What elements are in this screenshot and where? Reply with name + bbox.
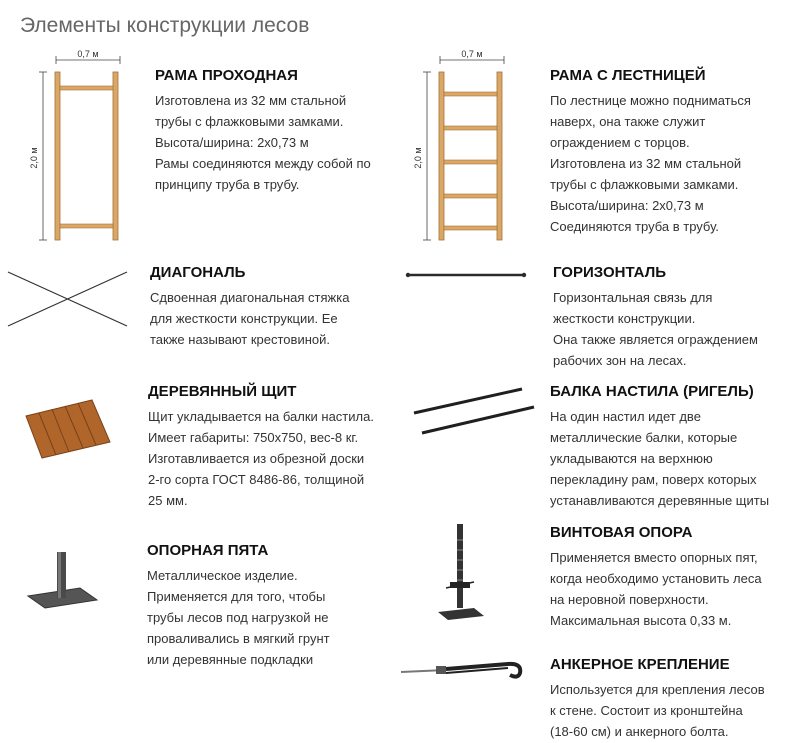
item-line: Максимальная высота 0,33 м.	[550, 613, 732, 628]
item-wooden-deck	[148, 383, 374, 511]
item-line: на неровной поверхности.	[550, 592, 709, 607]
item-line: Рамы соединяются между собой по	[155, 156, 371, 171]
anchor-illustration	[398, 655, 528, 685]
item-frame-passage	[155, 67, 371, 195]
item-body	[155, 90, 371, 195]
item-body	[150, 287, 349, 350]
item-line: наверх, она также служит	[550, 114, 706, 129]
item-line: ограждением с торцов.	[550, 135, 690, 150]
item-body	[550, 406, 769, 511]
item-body	[147, 565, 330, 670]
screw-jack-illustration	[430, 520, 490, 624]
horizontal-illustration	[404, 268, 528, 282]
item-line: к стене. Состоит из кронштейна	[550, 703, 743, 718]
item-line: устанавливаются деревянные щиты	[550, 493, 770, 508]
item-line: Металлическое изделие.	[147, 568, 298, 583]
item-line: или деревянные подкладки	[147, 652, 314, 667]
item-title: ОПОРНАЯ ПЯТА	[147, 542, 269, 559]
height-dimension-label: 2,0 м	[29, 147, 39, 169]
item-screw-jack	[550, 524, 762, 631]
item-frame-ladder	[550, 67, 751, 237]
width-dimension-label: 0,7 м	[461, 50, 483, 59]
item-line: принципу труба в трубу.	[155, 177, 300, 192]
item-line: для жесткости конструкции. Ее	[150, 311, 338, 326]
height-dimension-label: 2,0 м	[413, 147, 423, 169]
item-line: Имеет габариты: 750х750, вес-8 кг.	[148, 430, 359, 445]
item-line: Высота/ширина: 2х0,73 м	[155, 135, 309, 150]
item-line: Соединяются труба в трубу.	[550, 219, 719, 234]
item-line: трубы лесов под нагрузкой не	[147, 610, 329, 625]
item-title: БАЛКА НАСТИЛА (РИГЕЛЬ)	[550, 383, 754, 400]
item-line: Применяется для того, чтобы	[147, 589, 326, 604]
deck-beam-illustration	[410, 385, 540, 437]
frame-ladder-illustration	[412, 50, 512, 246]
item-diagonal	[150, 264, 349, 350]
item-line: Щит укладывается на балки настила.	[148, 409, 374, 424]
page-title: Элементы конструкции лесов	[20, 14, 310, 37]
item-line: Сдвоенная диагональная стяжка	[150, 290, 350, 305]
item-line: Изготовлена из 32 мм стальной	[550, 156, 742, 171]
item-title: ВИНТОВАЯ ОПОРА	[550, 524, 693, 541]
item-line: когда необходимо установить леса	[550, 571, 762, 586]
item-line: металлические балки, которые	[550, 430, 738, 445]
item-line: Применяется вместо опорных пят,	[550, 550, 758, 565]
item-line: трубы с флажковыми замками.	[550, 177, 739, 192]
item-deck-beam	[550, 383, 769, 511]
item-body	[550, 547, 762, 631]
item-line: Горизонтальная связь для	[553, 290, 713, 305]
item-title: АНКЕРНОЕ КРЕПЛЕНИЕ	[550, 656, 730, 673]
item-line: Используется для крепления лесов	[550, 682, 765, 697]
item-line: 2-го сорта ГОСТ 8486-86, толщиной	[148, 472, 365, 487]
item-line: перекладину рам, поверх которых	[550, 472, 757, 487]
item-line: рабочих зон на лесах.	[553, 353, 687, 368]
item-line: По лестнице можно подниматься	[550, 93, 751, 108]
item-title: РАМА ПРОХОДНАЯ	[155, 67, 298, 84]
item-body	[550, 679, 765, 742]
diagonal-illustration	[5, 268, 130, 330]
item-line: трубы с флажковыми замками.	[155, 114, 344, 129]
item-line: 25 мм.	[148, 493, 188, 508]
item-line: Высота/ширина: 2х0,73 м	[550, 198, 704, 213]
item-line: жесткости конструкции.	[553, 311, 696, 326]
item-base-plate	[147, 542, 330, 670]
item-title: ДИАГОНАЛЬ	[150, 264, 246, 281]
base-plate-illustration	[25, 550, 100, 612]
item-horizontal	[553, 264, 758, 371]
item-line: проваливались в мягкий грунт	[147, 631, 330, 646]
item-line: также называют крестовиной.	[150, 332, 330, 347]
item-line: Она также является ограждением	[553, 332, 758, 347]
item-line: На один настил идет две	[550, 409, 701, 424]
item-body	[148, 406, 374, 511]
wooden-deck-illustration	[20, 398, 112, 460]
item-line: Изготавливается из обрезной доски	[148, 451, 365, 466]
item-anchor	[550, 656, 765, 742]
item-title: РАМА С ЛЕСТНИЦЕЙ	[550, 67, 706, 84]
frame-passage-illustration	[28, 50, 128, 246]
width-dimension-label: 0,7 м	[77, 50, 99, 59]
item-body	[553, 287, 758, 371]
item-line: укладываются на верхнюю	[550, 451, 713, 466]
item-line: Изготовлена из 32 мм стальной	[155, 93, 347, 108]
item-title: ДЕРЕВЯННЫЙ ЩИТ	[148, 383, 297, 400]
item-line: (18-60 см) и анкерного болта.	[550, 724, 729, 739]
item-title: ГОРИЗОНТАЛЬ	[553, 264, 666, 281]
item-body	[550, 90, 751, 237]
